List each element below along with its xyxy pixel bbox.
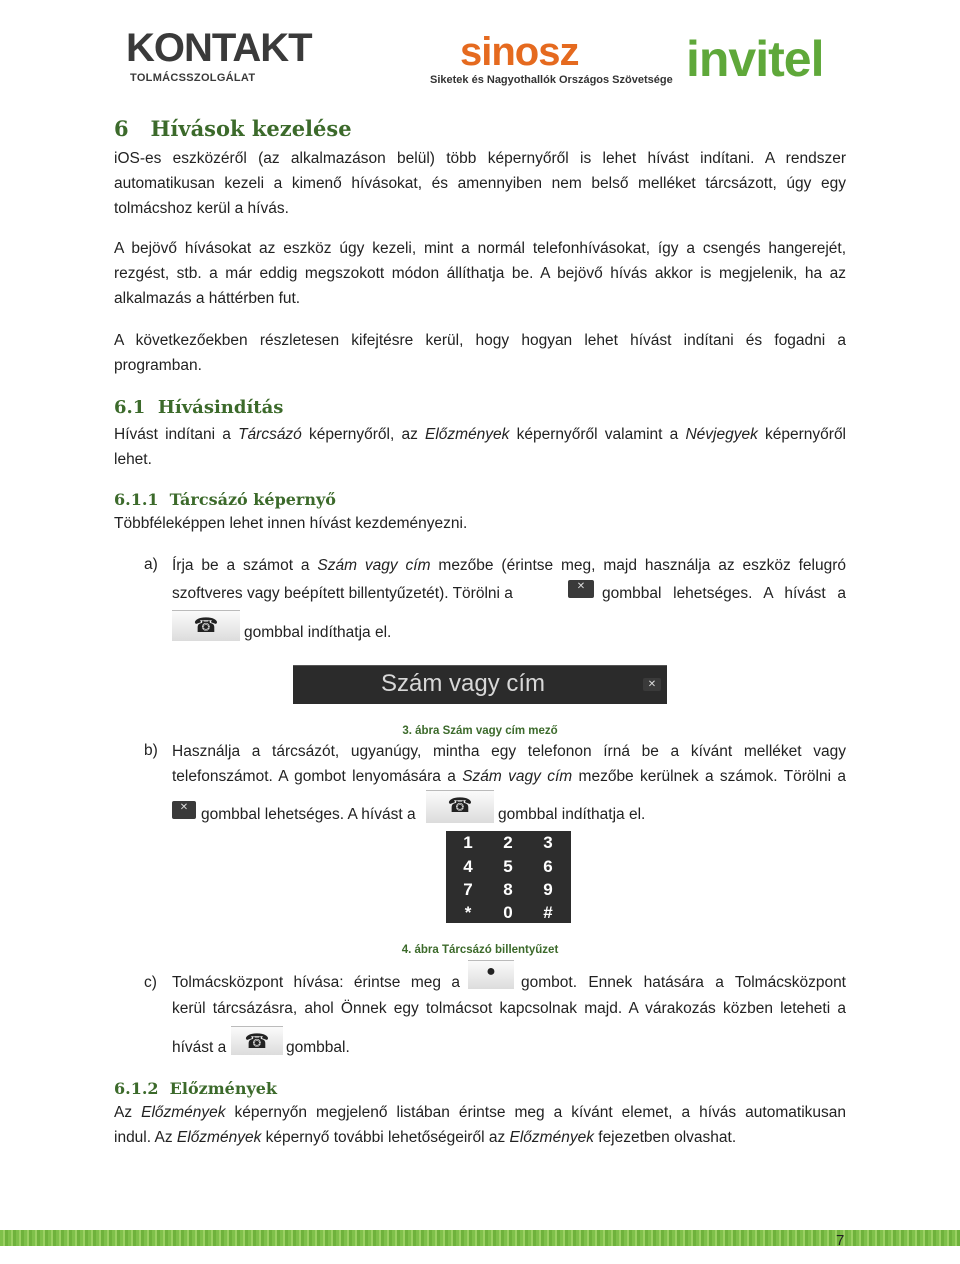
figure-caption-4: 4. ábra Tárcsázó billentyűzet bbox=[401, 944, 559, 956]
sinosz-logo-word: sinosz bbox=[460, 30, 579, 74]
sinosz-logo bbox=[430, 30, 673, 90]
text-line: kerül tárcsázásra, ahol Önnek egy tolmácsot kapcsolnak majd. A várakozás közben leteheti a bbox=[172, 1000, 846, 1017]
figure-caption-3: 3. ábra Szám vagy cím mező bbox=[402, 725, 558, 737]
list-label-c: c) bbox=[144, 974, 157, 991]
dialpad-key: 2 bbox=[503, 833, 513, 852]
text-line: gombbal lehetséges. A hívást a bbox=[201, 806, 416, 823]
invitel-logo bbox=[686, 30, 856, 86]
text-line: szoftveres vagy beépített billentyűzetét). Törölni a bbox=[172, 585, 513, 602]
text-line: programban. bbox=[114, 357, 202, 374]
list-item-b bbox=[172, 739, 846, 789]
subsection-heading-6-1-2: 6.1.2 Előzmények bbox=[114, 1079, 278, 1098]
list-item-c bbox=[172, 996, 846, 1021]
section-paragraph-2 bbox=[114, 236, 846, 311]
text-line: lehet. bbox=[114, 451, 152, 468]
text-line: gombbal. bbox=[286, 1039, 350, 1056]
text-line: Írja be a számot a Szám vagy cím mezőbe (érintse meg, majd használja az eszköz felugró bbox=[172, 557, 846, 574]
dialpad-key: 9 bbox=[543, 880, 553, 899]
hangup-button-icon: ☎ bbox=[231, 1026, 283, 1055]
dialpad-key: # bbox=[543, 903, 553, 922]
footer-bar bbox=[0, 1230, 960, 1246]
text-line: gombot. Ennek hatására a Tolmácsközpont bbox=[521, 974, 846, 991]
dialpad-key: 8 bbox=[503, 880, 513, 899]
section-paragraph-3 bbox=[114, 328, 846, 378]
text-line: telefonszámot. A gombot lenyomására a Szám vagy cím mezőbe kerülnek a számok. Törölni a bbox=[172, 768, 846, 785]
text-line: Hívást indítani a Tárcsázó képernyőről, az Előzmények képernyőről valamint a Névjegyek képernyőről bbox=[114, 426, 847, 443]
call-button-icon: ☎ bbox=[426, 790, 494, 823]
text-line: gombbal indíthatja el. bbox=[244, 624, 392, 641]
list-label-a: a) bbox=[144, 556, 158, 573]
subsection-paragraph bbox=[114, 422, 846, 472]
text-line: hívást a bbox=[172, 1039, 227, 1056]
text-line: automatikusan kezeli a kimenő hívásokat, és amennyiben nem belső melléket tárcsázott, úgy egy bbox=[114, 175, 846, 192]
number-field-placeholder: Szám vagy cím bbox=[381, 670, 546, 697]
delete-icon bbox=[643, 678, 661, 691]
dialpad-key: 6 bbox=[543, 857, 553, 876]
text-line: gombbal lehetséges. A hívást a bbox=[602, 585, 846, 602]
text-line: indul. Az Előzmények képernyő további lehetőségeiről az Előzmények fejezetben olvashat. bbox=[114, 1129, 737, 1146]
dialpad-key: 4 bbox=[463, 857, 473, 876]
subsection-heading-6-1: 6.1 Hívásindítás bbox=[114, 397, 284, 418]
text-line: Tolmácsközpont hívása: érintse meg a bbox=[172, 974, 460, 991]
text-line: tolmácshoz kerül a hívás. bbox=[114, 200, 289, 217]
text-line: gombbal indíthatja el. bbox=[498, 806, 646, 823]
text-line: A bejövő hívásokat az eszköz úgy kezeli, mint a normál telefonhívásokat, így a csengés hangerejét, bbox=[114, 240, 846, 257]
text-line: A következőekben részletesen kifejtésre kerül, hogy hogyan lehet hívást indítani és fogadni a bbox=[114, 332, 846, 349]
invitel-logo-word: invitel bbox=[686, 31, 824, 87]
call-button-icon: ☎ bbox=[172, 610, 240, 641]
kontakt-logo-word: KONTAKT bbox=[126, 26, 312, 70]
text-line: iOS-es eszközéről (az alkalmazáson belül) több képernyőről is lehet hívást indítani. A rendszer bbox=[114, 150, 846, 167]
delete-icon bbox=[568, 580, 594, 598]
text-line: Az Előzmények képernyőn megjelenő listában érintse meg a kívánt elemet, a hívás automatikusan bbox=[114, 1104, 846, 1121]
dialpad-key: 0 bbox=[503, 903, 513, 922]
subsection-paragraph bbox=[114, 1100, 846, 1150]
dialpad-key: 5 bbox=[503, 857, 513, 876]
list-label-b: b) bbox=[144, 742, 158, 759]
dialpad-key: * bbox=[464, 903, 472, 922]
section-heading: 6 Hívások kezelése bbox=[114, 116, 352, 141]
text-line: rezgést, stb. a már eddig megszokott módon állíthatja be. A bejövő hívás akkor is megjelenik, ha az bbox=[114, 265, 846, 282]
dialpad-key: 3 bbox=[543, 833, 553, 852]
number-field-screenshot bbox=[293, 665, 667, 704]
delete-icon bbox=[172, 801, 196, 819]
dialpad-key: 7 bbox=[463, 880, 473, 899]
dialpad-key: 1 bbox=[463, 833, 473, 852]
interpreter-center-icon: ● bbox=[468, 960, 514, 989]
page-number: 7 bbox=[836, 1232, 845, 1249]
section-paragraph-1 bbox=[114, 146, 846, 221]
text-line: Használja a tárcsázót, ugyanúgy, mintha egy telefonon írná be a kívánt melléket vagy bbox=[172, 743, 846, 760]
dialpad-keypad bbox=[446, 831, 571, 923]
sinosz-logo-subtitle: Siketek és Nagyothallók Országos Szövetsége bbox=[430, 74, 673, 86]
text-line: alkalmazás a háttérben fut. bbox=[114, 290, 301, 307]
subsection-heading-6-1-1: 6.1.1 Tárcsázó képernyő bbox=[114, 490, 336, 509]
list-item-a bbox=[172, 553, 846, 578]
kontakt-logo bbox=[120, 8, 312, 88]
intro-text: Többféleképpen lehet innen hívást kezdeményezni. bbox=[114, 515, 468, 532]
kontakt-logo-subtitle: TOLMÁCSSZOLGÁLAT bbox=[130, 72, 256, 84]
